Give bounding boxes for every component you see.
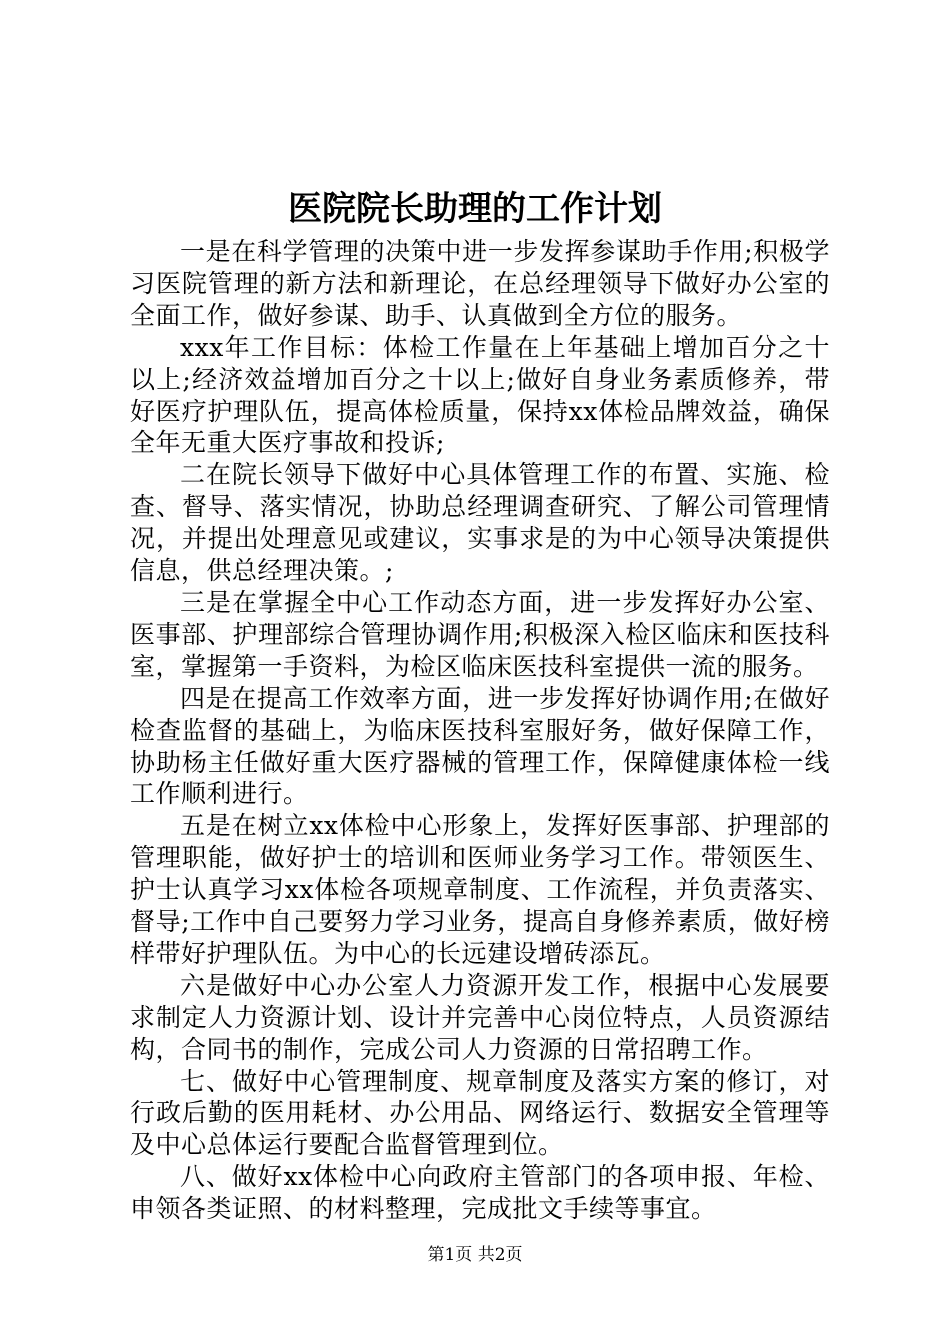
paragraph-2: xxx年工作目标：体检工作量在上年基础上增加百分之十以上;经济效益增加百分之十以上;做好自身业务素质修养，带好医疗护理队伍，提高体检质量，保持xx体检品牌效益，确保全年无重大医疗事故和投诉; bbox=[130, 332, 830, 458]
page-title: 医院院长助理的工作计划 bbox=[288, 189, 662, 229]
paragraph-6: 五是在树立xx体检中心形象上，发挥好医事部、护理部的管理职能，做好护士的培训和医师业务学习工作。带领医生、护士认真学习xx体检各项规章制度、工作流程，并负责落实、督导;工作中自己要努力学习业务，提高自身修养素质，做好榜样带好护理队伍。为中心的长远建设增砖添瓦。 bbox=[130, 811, 830, 968]
paragraph-4: 三是在掌握全中心工作动态方面，进一步发挥好办公室、医事部、护理部综合管理协调作用;积极深入检区临床和医技科室，掌握第一手资料，为检区临床医技科室提供一流的服务。 bbox=[130, 587, 830, 681]
paragraph-5: 四是在提高工作效率方面，进一步发挥好协调作用;在做好检查监督的基础上，为临床医技科室服好务，做好保障工作，协助杨主任做好重大医疗器械的管理工作，保障健康体检一线工作顺利进行。 bbox=[130, 683, 830, 809]
paragraph-1: 一是在科学管理的决策中进一步发挥参谋助手作用;积极学习医院管理的新方法和新理论，在总经理领导下做好办公室的全面工作，做好参谋、助手、认真做到全方位的服务。 bbox=[130, 237, 830, 330]
page-number-footer: 第1页 共2页 bbox=[427, 1245, 523, 1265]
paragraph-8: 七、做好中心管理制度、规章制度及落实方案的修订，对行政后勤的医用耗材、办公用品、网络运行、数据安全管理等及中心总体运行要配合监督管理到位。 bbox=[130, 1066, 830, 1160]
paragraph-3: 二在院长领导下做好中心具体管理工作的布置、实施、检查、督导、落实情况，协助总经理调查研究、了解公司管理情况，并提出处理意见或建议，实事求是的为中心领导决策提供信息，供总经理决策。; bbox=[130, 460, 830, 586]
paragraph-7: 六是做好中心办公室人力资源开发工作，根据中心发展要求制定人力资源计划、设计并完善中心岗位特点，人员资源结构，合同书的制作，完成公司人力资源的日常招聘工作。 bbox=[130, 970, 830, 1064]
document-body bbox=[130, 236, 830, 1225]
paragraph-9: 八、做好xx体检中心向政府主管部门的各项申报、年检、申领各类证照、的材料整理，完成批文手续等事宜。 bbox=[130, 1162, 830, 1224]
